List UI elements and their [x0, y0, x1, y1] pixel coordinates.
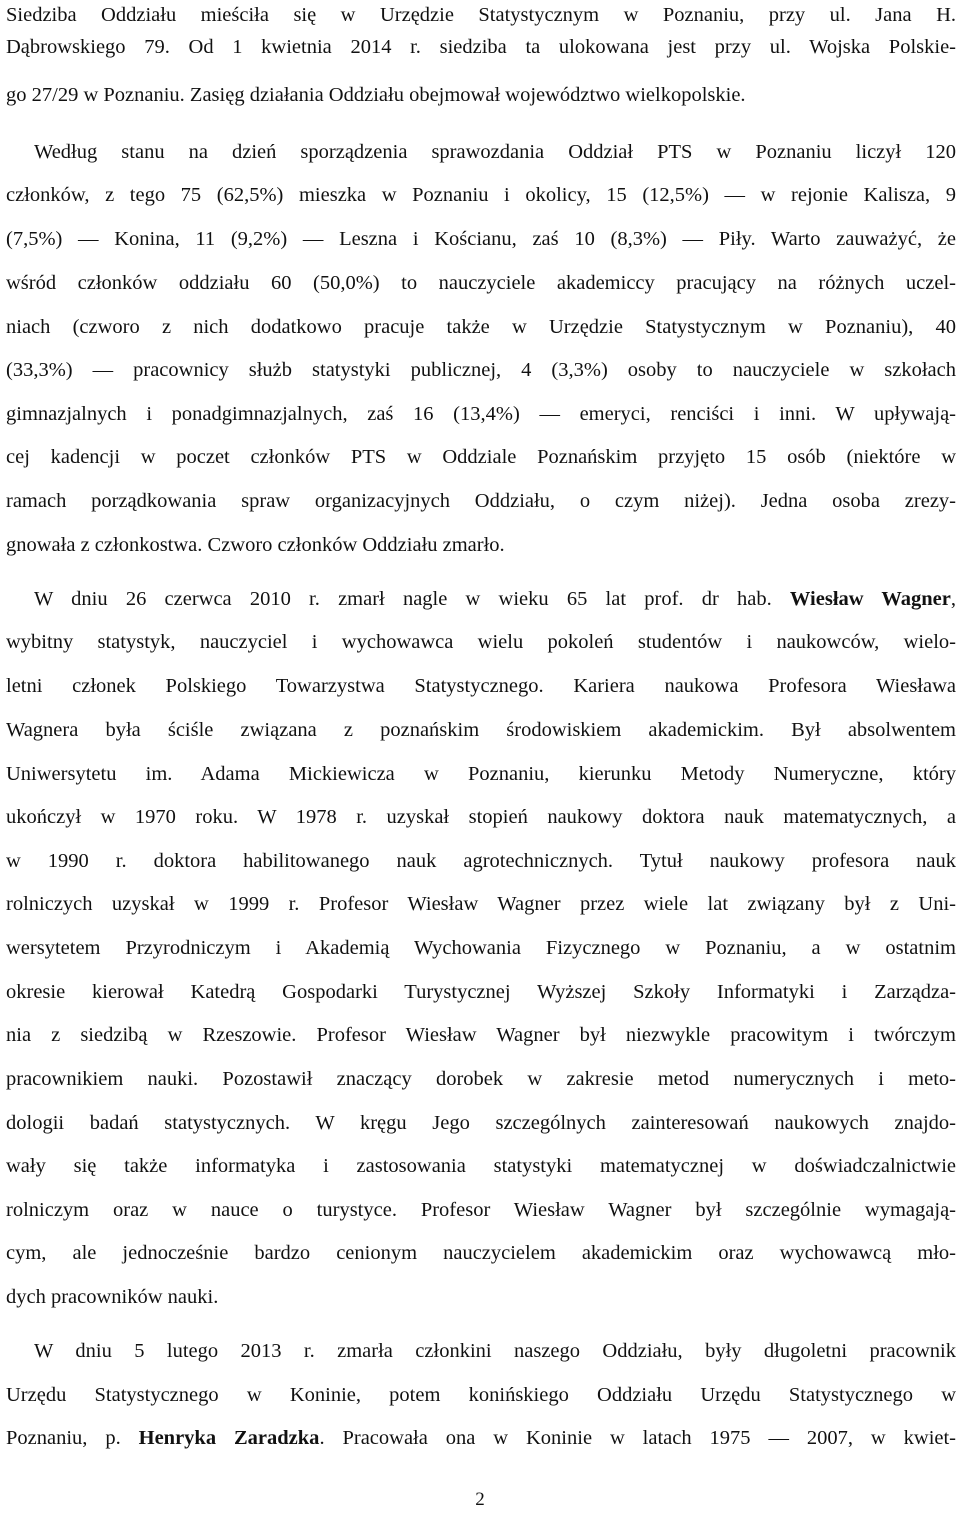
paragraph-3-line-17: dych pracowników nauki. [6, 1286, 219, 1308]
paragraph-2-line-4: wśród członków oddziału 60 (50,0%) to nauczyciele akademiccy pracujący na różnych uczel- [6, 272, 956, 294]
paragraph-1-line-3: go 27/29 w Poznaniu. Zasięg działania Oddziału obejmował województwo wielkopolskie. [6, 84, 746, 106]
paragraph-3-line-10: okresie kierował Katedrą Gospodarki Turystycznej Wyższej Szkoły Informatyki i Zarządza- [6, 981, 956, 1003]
paragraph-1-line-1: Siedziba Oddziału mieściła się w Urzędzie Statystycznym w Poznaniu, przy ul. Jana H. [6, 4, 956, 26]
paragraph-3-line-4: Wagnera była ściśle związana z poznańskim środowiskiem akademickim. Był absolwentem [6, 719, 956, 741]
paragraph-2-line-9: ramach porządkowania spraw organizacyjnych Oddziału, o czym niżej). Jedna osoba zrezy- [6, 490, 956, 512]
paragraph-1-line-2: Dąbrowskiego 79. Od 1 kwietnia 2014 r. siedziba ta ulokowana jest przy ul. Wojska Polskie- [6, 36, 956, 58]
paragraph-3-text-start: W dniu 26 czerwca 2010 r. zmarł nagle w wieku 65 lat prof. dr hab. [34, 588, 790, 610]
paragraph-4-text-start: Poznaniu, p. [6, 1427, 139, 1449]
paragraph-3-comma: , [950, 588, 956, 610]
paragraph-3-line-6: ukończył w 1970 roku. W 1978 r. uzyskał stopień naukowy doktora nauk matematycznych, a [6, 806, 956, 828]
paragraph-2-line-2: członków, z tego 75 (62,5%) mieszka w Poznaniu i okolicy, 15 (12,5%) — w rejonie Kalisza, 9 [6, 184, 956, 206]
paragraph-4-line-3 [6, 1423, 956, 1453]
paragraph-3-line-14: wały się także informatyka i zastosowania statystyki matematycznej w doświadczalnictwie [6, 1155, 956, 1177]
paragraph-2-line-10: gnowała z członkostwa. Czworo członków Oddziału zmarło. [6, 534, 505, 556]
paragraph-3-line-11: nia z siedzibą w Rzeszowie. Profesor Wiesław Wagner był niezwykle pracowitym i twórczym [6, 1024, 956, 1046]
paragraph-2-line-5: niach (czworo z nich dodatkowo pracuje także w Urzędzie Statystycznym w Poznaniu), 40 [6, 316, 956, 338]
paragraph-3-line-2: wybitny statystyk, nauczyciel i wychowawca wielu pokoleń studentów i naukowców, wielo- [6, 631, 956, 653]
paragraph-3-line-5: Uniwersytetu im. Adama Mickiewicza w Poznaniu, kierunku Metody Numeryczne, który [6, 763, 956, 785]
person-name-wieslaw-wagner: Wiesław Wagner [789, 588, 951, 610]
paragraph-3-line-16: cym, ale jednocześnie bardzo cenionym nauczycielem akademickim oraz wychowawcą mło- [6, 1242, 956, 1264]
paragraph-3-line-8: rolniczych uzyskał w 1999 r. Profesor Wiesław Wagner przez wiele lat związany był z Uni- [6, 893, 956, 915]
paragraph-3-line-13: dologii badań statystycznych. W kręgu Jego szczególnych zainteresowań naukowych znajdo- [6, 1112, 956, 1134]
page-number: 2 [475, 1489, 485, 1510]
paragraph-2-line-8: cej kadencji w poczet członków PTS w Oddziale Poznańskim przyjęto 15 osób (niektóre w [6, 446, 956, 468]
paragraph-4-line-1: W dniu 5 lutego 2013 r. zmarła członkini naszego Oddziału, były długoletni pracownik [34, 1340, 956, 1362]
paragraph-4-line-2: Urzędu Statystycznego w Koninie, potem konińskiego Oddziału Urzędu Statystycznego w [6, 1384, 956, 1406]
paragraph-3-line-9: wersytetem Przyrodniczym i Akademią Wychowania Fizycznego w Poznaniu, a w ostatnim [6, 937, 956, 959]
paragraph-2-line-6: (33,3%) — pracownicy służb statystyki publicznej, 4 (3,3%) osoby to nauczyciele w szkołach [6, 359, 956, 381]
paragraph-3-line-7: w 1990 r. doktora habilitowanego nauk agrotechnicznych. Tytuł naukowy profesora nauk [6, 850, 956, 872]
paragraph-2-line-3: (7,5%) — Konina, 11 (9,2%) — Leszna i Kościanu, zaś 10 (8,3%) — Piły. Warto zauważyć, że [6, 228, 956, 250]
person-name-henryka-zaradzka: Henryka Zaradzka [138, 1427, 320, 1449]
paragraph-3-line-15: rolniczym oraz w nauce o turystyce. Profesor Wiesław Wagner był szczególnie wymagają- [6, 1199, 956, 1221]
paragraph-4-text-end: . Pracowała ona w Koninie w latach 1975 — 2007, w kwiet- [319, 1427, 957, 1449]
paragraph-3-line-3: letni członek Polskiego Towarzystwa Statystycznego. Kariera naukowa Profesora Wiesława [6, 675, 956, 697]
paragraph-2-line-1: Według stanu na dzień sporządzenia sprawozdania Oddział PTS w Poznaniu liczył 120 [34, 141, 956, 163]
paragraph-3-line-1 [34, 584, 956, 614]
paragraph-3-line-12: pracownikiem nauki. Pozostawił znaczący dorobek w zakresie metod numerycznych i meto- [6, 1068, 956, 1090]
paragraph-2-line-7: gimnazjalnych i ponadgimnazjalnych, zaś 16 (13,4%) — emeryci, renciści i inni. W upływają- [6, 403, 956, 425]
